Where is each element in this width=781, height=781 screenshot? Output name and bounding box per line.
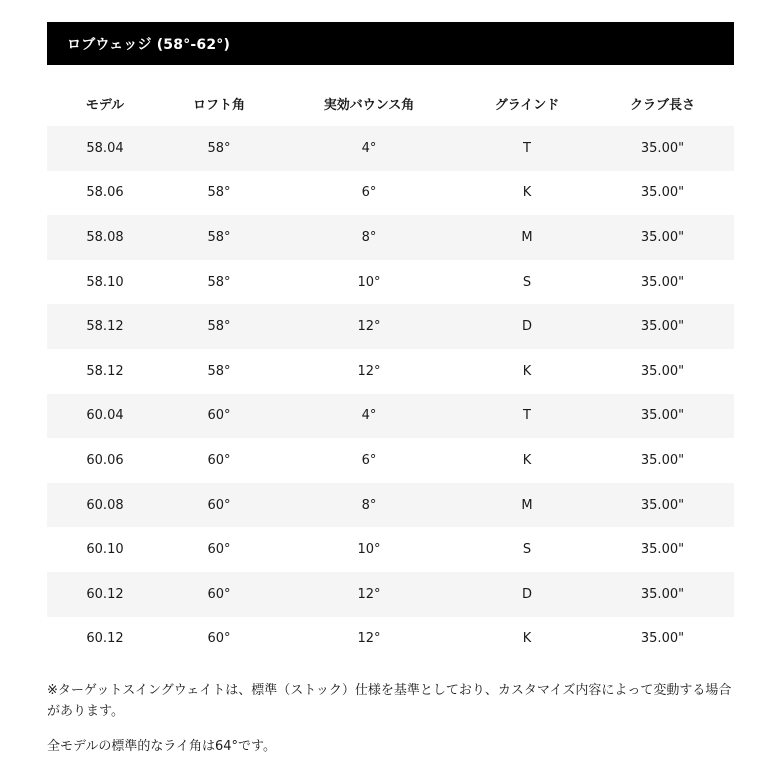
cell-bounce: 4°	[275, 394, 463, 439]
cell-length: 35.00"	[591, 126, 734, 171]
cell-loft: 60°	[163, 617, 275, 662]
cell-model: 60.10	[47, 527, 163, 572]
header-grind: グラインド	[494, 97, 560, 113]
cell-loft: 58°	[163, 126, 275, 171]
cell-grind: K	[463, 438, 591, 483]
cell-model: 60.08	[47, 483, 163, 528]
cell-grind: D	[463, 572, 591, 617]
cell-grind: K	[463, 171, 591, 216]
cell-bounce: 12°	[275, 304, 463, 349]
cell-bounce: 12°	[275, 617, 463, 662]
cell-length: 35.00"	[591, 572, 734, 617]
table-row	[47, 483, 734, 528]
cell-loft: 60°	[163, 438, 275, 483]
table-row	[47, 215, 734, 260]
cell-bounce: 4°	[275, 126, 463, 171]
cell-grind: T	[463, 394, 591, 439]
cell-loft: 58°	[163, 260, 275, 305]
cell-grind: M	[463, 215, 591, 260]
spec-table	[47, 80, 734, 661]
cell-loft: 58°	[163, 215, 275, 260]
cell-length: 35.00"	[591, 171, 734, 216]
header-model: モデル	[85, 97, 125, 113]
cell-length: 35.00"	[591, 527, 734, 572]
cell-grind: D	[463, 304, 591, 349]
cell-model: 60.12	[47, 617, 163, 662]
cell-loft: 60°	[163, 527, 275, 572]
cell-bounce: 6°	[275, 171, 463, 216]
cell-grind: M	[463, 483, 591, 528]
cell-grind: K	[463, 349, 591, 394]
cell-grind: T	[463, 126, 591, 171]
cell-model: 58.06	[47, 171, 163, 216]
header-loft: ロフト角	[192, 97, 245, 113]
section-title: ロブウェッジ (58°-62°)	[47, 22, 734, 65]
lie-angle-note: 全モデルの標準的なライ角は64°です。	[47, 739, 276, 754]
cell-model: 58.08	[47, 215, 163, 260]
cell-model: 58.12	[47, 349, 163, 394]
table-header-row	[47, 80, 734, 126]
cell-model: 58.10	[47, 260, 163, 305]
table-row	[47, 572, 734, 617]
cell-loft: 58°	[163, 171, 275, 216]
cell-loft: 60°	[163, 572, 275, 617]
cell-model: 60.12	[47, 572, 163, 617]
table-row	[47, 171, 734, 216]
cell-bounce: 8°	[275, 483, 463, 528]
table-row	[47, 394, 734, 439]
table-row	[47, 126, 734, 171]
cell-model: 58.04	[47, 126, 163, 171]
header-bounce: 実効バウンス角	[323, 97, 415, 113]
swing-weight-note: ※ターゲットスイングウェイトは、標準（ストック）仕様を基準としており、カスタマイズ内容によって変動する場合があります。	[47, 683, 732, 719]
cell-model: 60.04	[47, 394, 163, 439]
cell-length: 35.00"	[591, 394, 734, 439]
table-row	[47, 260, 734, 305]
table-row	[47, 438, 734, 483]
cell-loft: 60°	[163, 394, 275, 439]
table-row	[47, 304, 734, 349]
cell-bounce: 8°	[275, 215, 463, 260]
cell-bounce: 10°	[275, 260, 463, 305]
cell-loft: 60°	[163, 483, 275, 528]
cell-bounce: 10°	[275, 527, 463, 572]
cell-loft: 58°	[163, 349, 275, 394]
cell-model: 60.06	[47, 438, 163, 483]
cell-grind: K	[463, 617, 591, 662]
table-row	[47, 617, 734, 662]
cell-grind: S	[463, 260, 591, 305]
cell-length: 35.00"	[591, 349, 734, 394]
cell-length: 35.00"	[591, 304, 734, 349]
cell-length: 35.00"	[591, 215, 734, 260]
cell-length: 35.00"	[591, 483, 734, 528]
cell-bounce: 12°	[275, 349, 463, 394]
cell-bounce: 12°	[275, 572, 463, 617]
cell-bounce: 6°	[275, 438, 463, 483]
cell-loft: 58°	[163, 304, 275, 349]
table-row	[47, 349, 734, 394]
header-length: クラブ長さ	[629, 97, 695, 113]
cell-length: 35.00"	[591, 438, 734, 483]
cell-model: 58.12	[47, 304, 163, 349]
table-row	[47, 527, 734, 572]
cell-length: 35.00"	[591, 260, 734, 305]
cell-grind: S	[463, 527, 591, 572]
cell-length: 35.00"	[591, 617, 734, 662]
